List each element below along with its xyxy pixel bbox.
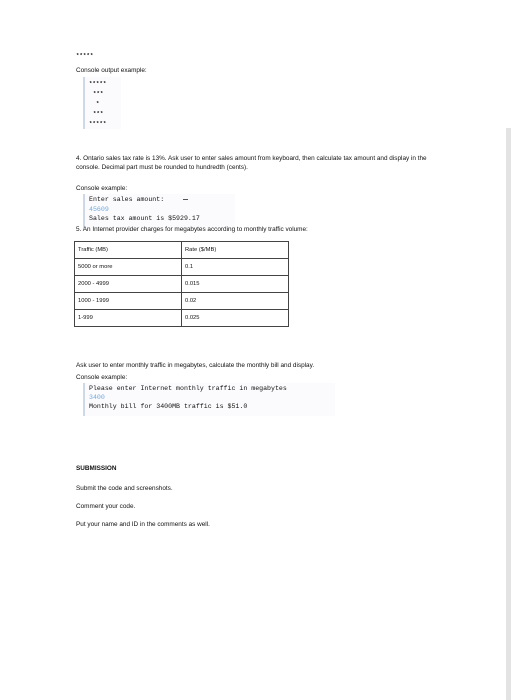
rates-table	[74, 241, 289, 327]
table-row	[75, 293, 289, 310]
table-cell: 0.1	[182, 259, 289, 276]
q4-console-label: Console example:	[76, 185, 128, 192]
table-cell: 0.015	[182, 276, 289, 293]
q5-console-label: Console example:	[76, 374, 128, 381]
table-row	[75, 276, 289, 293]
q5-input: 3400	[89, 394, 105, 401]
table-header-cell: Traffic (MB)	[75, 242, 182, 259]
table-row	[75, 259, 289, 276]
submission-heading: SUBMISSION	[76, 465, 117, 472]
table-cell: 0.025	[182, 310, 289, 327]
scrollbar-track[interactable]	[506, 128, 511, 700]
q5-console-block	[83, 383, 335, 416]
table-cell: 1-999	[75, 310, 182, 327]
q4-text: 4. Ontario sales tax rate is 13%. Ask user to enter sales amount from keyboard, then calculate tax amount and display in the console. Decimal part must be rounded to hundredth (cents).	[76, 155, 427, 171]
output-line: *****	[89, 120, 107, 127]
output-line: *	[96, 100, 100, 107]
q5-instruction: Ask user to enter monthly traffic in megabytes, calculate the monthly bill and display.	[76, 362, 315, 369]
submission-line: Comment your code.	[76, 503, 136, 510]
q4-input: 45609	[89, 206, 109, 213]
submission-line: Put your name and ID in the comments as well.	[76, 521, 210, 528]
q5-text: 5. An Internet provider charges for megabytes according to monthly traffic volume:	[76, 226, 308, 233]
output-line: ***	[93, 90, 104, 97]
table-cell: 1000 - 1999	[75, 293, 182, 310]
q5-result: Monthly bill for 3400MB traffic is $51.0	[89, 403, 248, 410]
table-header-row	[75, 242, 289, 259]
header-stars: *****	[76, 52, 94, 59]
table-cell: 2000 - 4999	[75, 276, 182, 293]
table-header-cell: Rate ($/MB)	[182, 242, 289, 259]
output-line: ***	[93, 110, 104, 117]
console-output-label: Console output example:	[76, 67, 147, 74]
table-cell: 5000 or more	[75, 259, 182, 276]
q4-console-block	[83, 194, 235, 228]
cursor-mark	[183, 199, 188, 200]
q4-prompt: Enter sales amount:	[89, 196, 165, 203]
table-row	[75, 310, 289, 327]
submission-line: Submit the code and screenshots.	[76, 485, 173, 492]
q5-prompt: Please enter Internet monthly traffic in megabytes	[89, 385, 287, 392]
output-line: *****	[89, 80, 107, 87]
console-output-block	[83, 77, 121, 129]
q4-result: Sales tax amount is $5929.17	[89, 215, 200, 222]
table-cell: 0.02	[182, 293, 289, 310]
